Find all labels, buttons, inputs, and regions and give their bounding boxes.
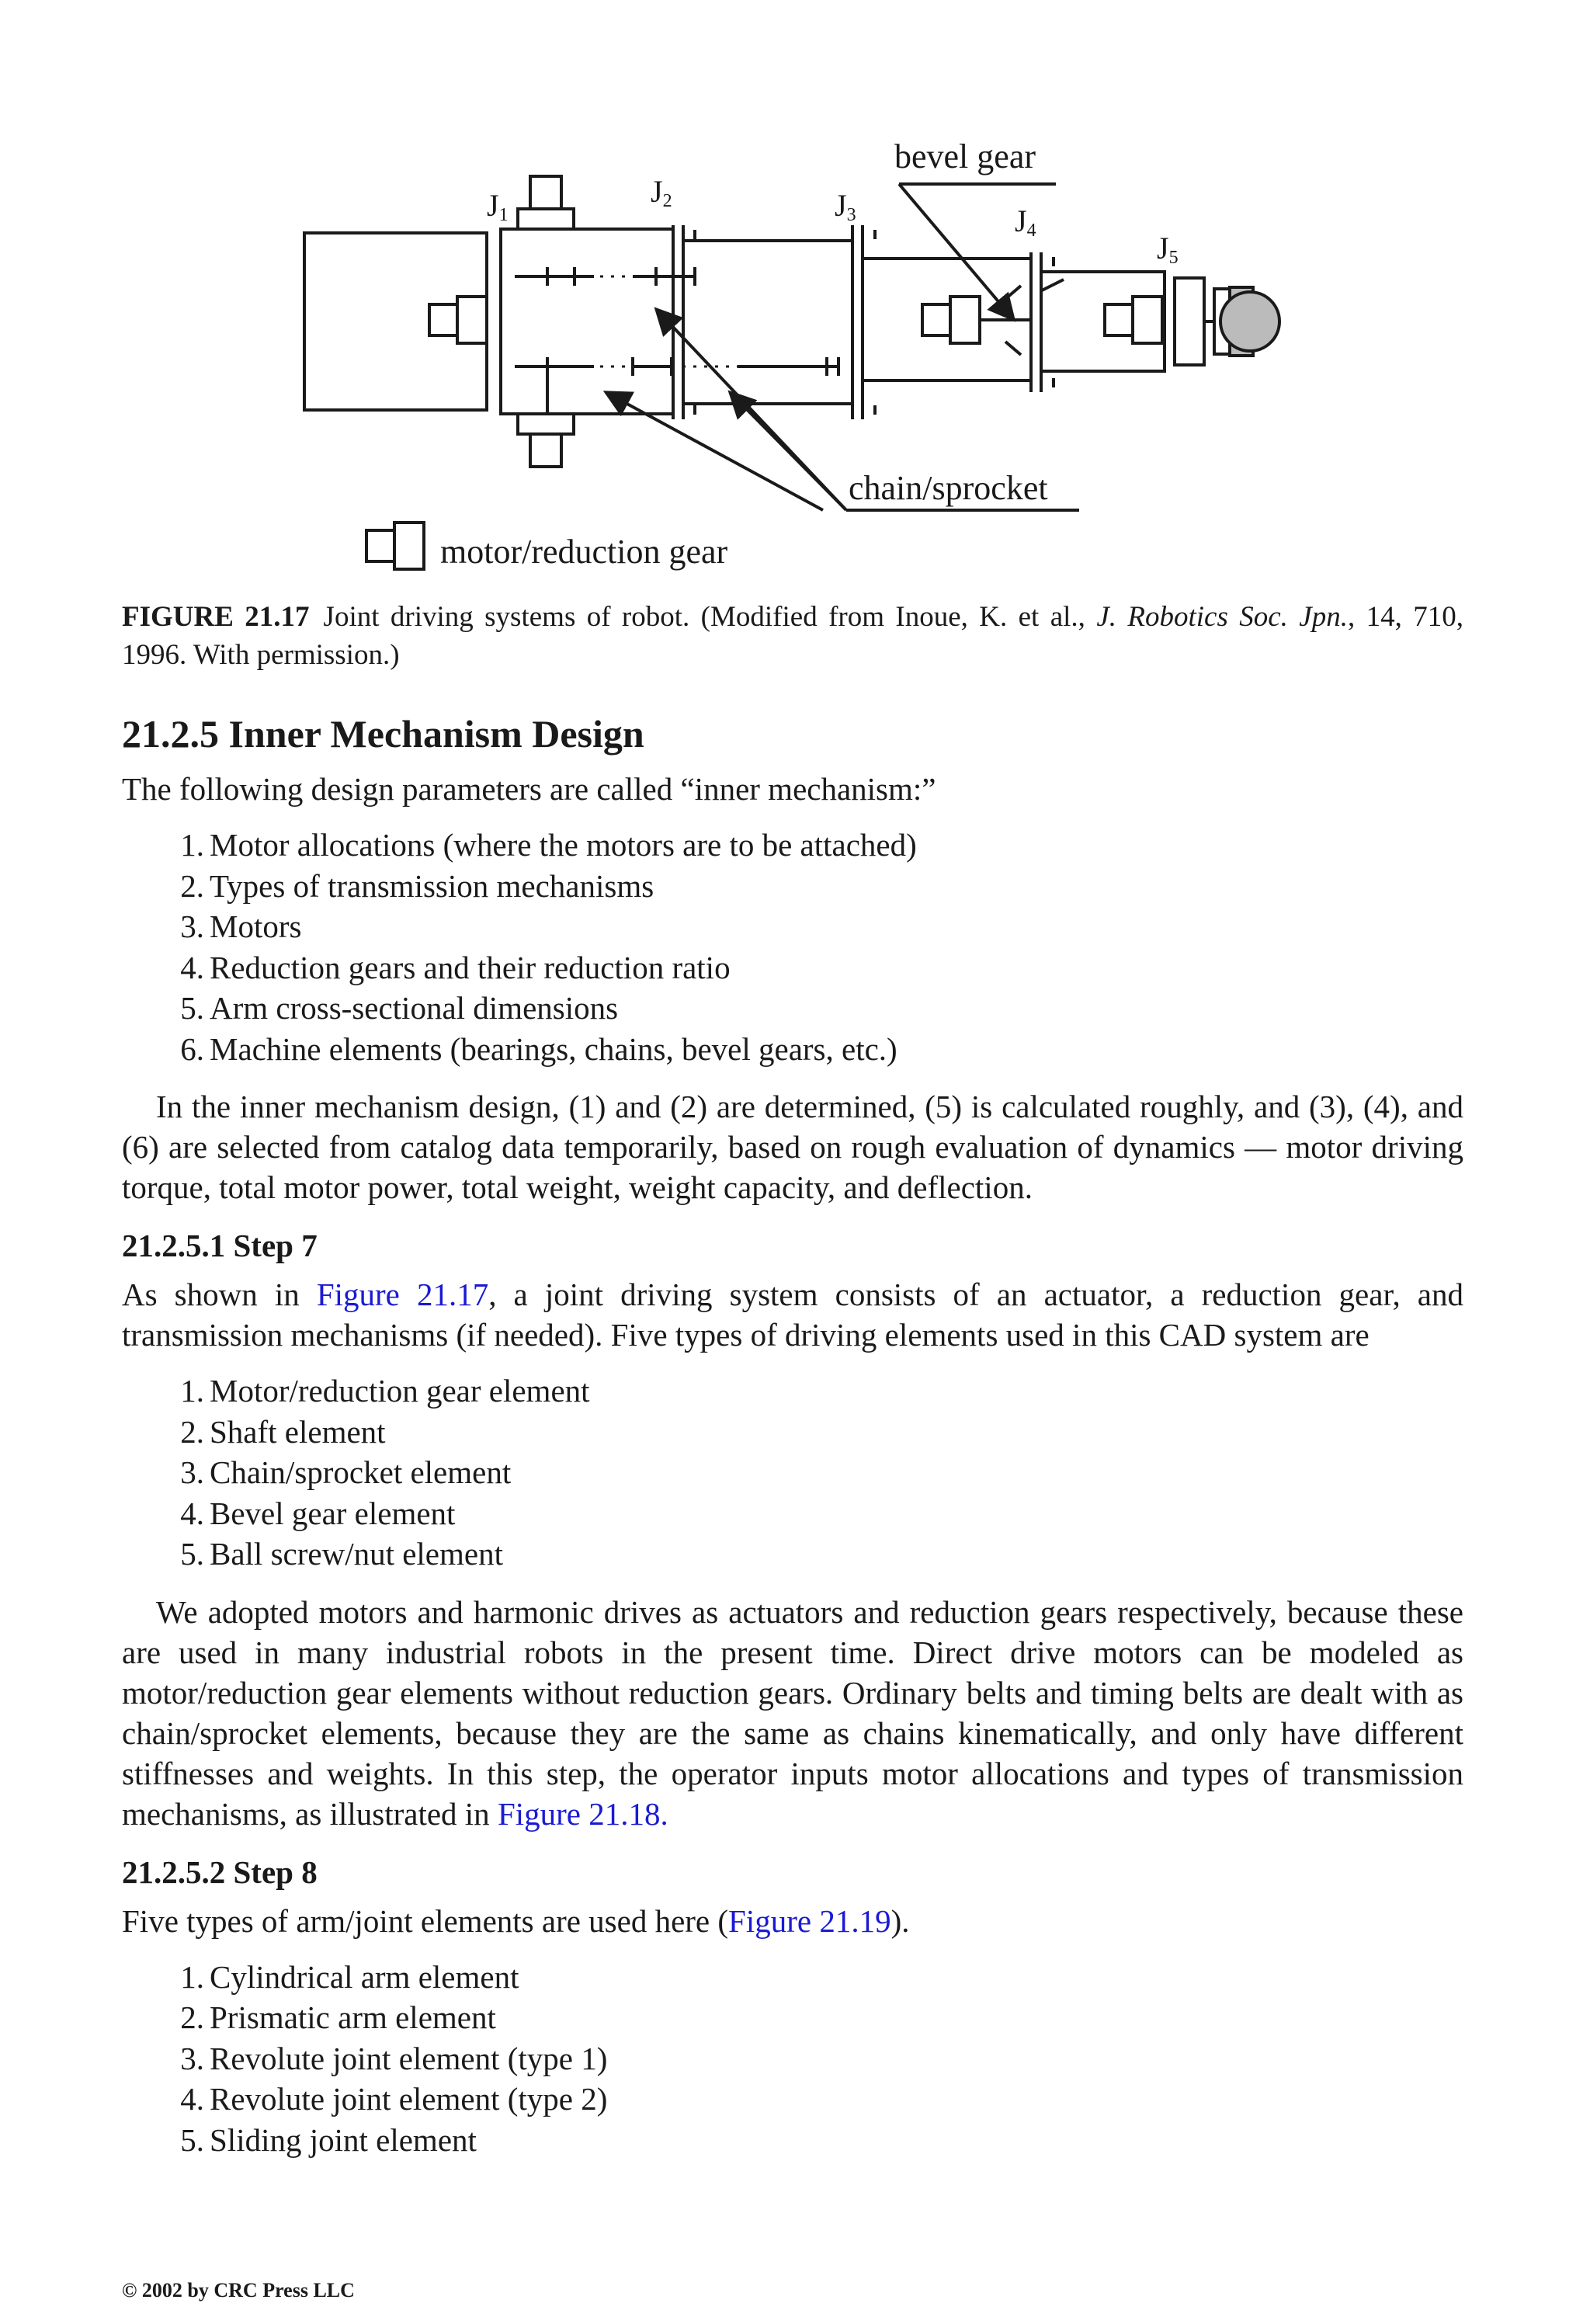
j1-label: J1 <box>487 188 509 225</box>
inner-mechanism-list <box>122 825 1463 1069</box>
list-item: 1. Motor/reduction gear element <box>180 1373 590 1409</box>
bevel-gear <box>1005 286 1021 299</box>
step7-paragraph-b: We adopted motors and harmonic drives as actuators and reduction gears respectively, because these are used in many industrial robots in the present time. Direct drive motors can be modeled as motor/reduction gear elements without reduction gears. Ordinary belts and timing belts are dealt with as chain/sprocket elements, because they are the same as chains kinematically, and only have different stiffnesses and weights. In this step, the operator inputs motor allocations and types of transmission mechanisms, as illustrated in Figure 21.18. <box>122 1593 1463 1832</box>
list-item: 2. Prismatic arm element <box>180 1999 496 2035</box>
j3-label: J3 <box>835 188 856 225</box>
bevel-gear-label: bevel gear <box>894 137 1036 175</box>
list-item: 3. Motors <box>180 908 302 944</box>
figure-caption: FIGURE 21.17 Joint driving systems of robot. (Modified from Inoue, K. et al., J. Robotics Soc. Jpn., 14, 710, 1996. With permission.) <box>122 601 1464 671</box>
list-item: 4. Reduction gears and their reduction ratio <box>180 949 731 985</box>
base-block <box>304 233 487 410</box>
step7-heading: 21.2.5.1 Step 7 <box>122 1228 318 1263</box>
list-item: 6. Machine elements (bearings, chains, bevel gears, etc.) <box>180 1030 897 1067</box>
base-motor-icon <box>429 304 457 335</box>
link4-body <box>1041 272 1165 371</box>
figure-caption-label: FIGURE 21.17 <box>122 601 310 633</box>
link4-motor-icon <box>1105 304 1133 335</box>
list-item: 5. Arm cross-sectional dimensions <box>180 990 619 1026</box>
legend-motor-icon <box>366 530 394 561</box>
chain-sprocket-label: chain/sprocket <box>849 469 1048 507</box>
intro-paragraph: The following design parameters are called “inner mechanism:” <box>122 771 936 807</box>
list-item: 1. Cylindrical arm element <box>180 1958 519 1995</box>
section-heading: 21.2.5 Inner Mechanism Design <box>122 712 644 756</box>
link2-body <box>683 241 852 404</box>
figure-21-17-link[interactable]: Figure 21.17 <box>316 1277 489 1312</box>
step8-heading: 21.2.5.2 Step 8 <box>122 1853 318 1890</box>
list-item: 3. Revolute joint element (type 1) <box>180 2040 608 2076</box>
j5-label: J5 <box>1157 231 1179 268</box>
step8-paragraph: Five types of arm/joint elements are used here (Figure 21.19). <box>122 1902 910 1939</box>
j1-top-motor <box>530 176 561 209</box>
j4-label: J4 <box>1015 203 1036 241</box>
arm-joint-elements-list <box>122 1957 1463 2161</box>
figure-21-19-link[interactable]: Figure 21.19 <box>728 1902 891 1939</box>
list-item: 4. Bevel gear element <box>180 1495 456 1531</box>
driving-elements-list <box>122 1370 1463 1575</box>
link3-motor-icon <box>922 304 950 335</box>
main-content <box>122 707 1463 2177</box>
motor-reduction-gear-label: motor/reduction gear <box>440 533 728 571</box>
paragraph-dynamics: In the inner mechanism design, (1) and (2) are determined, (5) is calculated roughly, and (3), (4), and (6) are selected from catalog data temporarily, based on rough evaluation of dynamics — motor driving torque, total motor power, total weight, weight capacity, and deflection. <box>122 1089 1463 1205</box>
figure-21-18-link[interactable]: Figure 21.18. <box>497 1795 668 1832</box>
list-item: 1. Motor allocations (where the motors are to be attached) <box>180 827 917 863</box>
list-item: 4. Revolute joint element (type 2) <box>180 2081 608 2117</box>
list-item: 3. Chain/sprocket element <box>180 1454 512 1490</box>
figure-joint-driving-systems <box>279 124 1335 575</box>
joint-driving-diagram <box>279 124 1335 575</box>
copyright-footer: © 2002 by CRC Press LLC <box>122 2279 355 2301</box>
link1-body <box>501 229 673 414</box>
list-item: 2. Shaft element <box>180 1413 386 1450</box>
j1-bottom-motor <box>518 414 574 434</box>
list-item: 5. Ball screw/nut element <box>180 1536 503 1572</box>
step7-paragraph-a: As shown in Figure 21.17, a joint driving system consists of an actuator, a reduction gear, and transmission mechanisms (if needed). Five types of driving elements used in this CAD system are <box>122 1277 1463 1353</box>
j2-label: J2 <box>651 174 672 211</box>
j5-flange <box>1175 278 1204 365</box>
list-item: 2. Types of transmission mechanisms <box>180 867 654 904</box>
list-item: 5. Sliding joint element <box>180 2121 477 2158</box>
